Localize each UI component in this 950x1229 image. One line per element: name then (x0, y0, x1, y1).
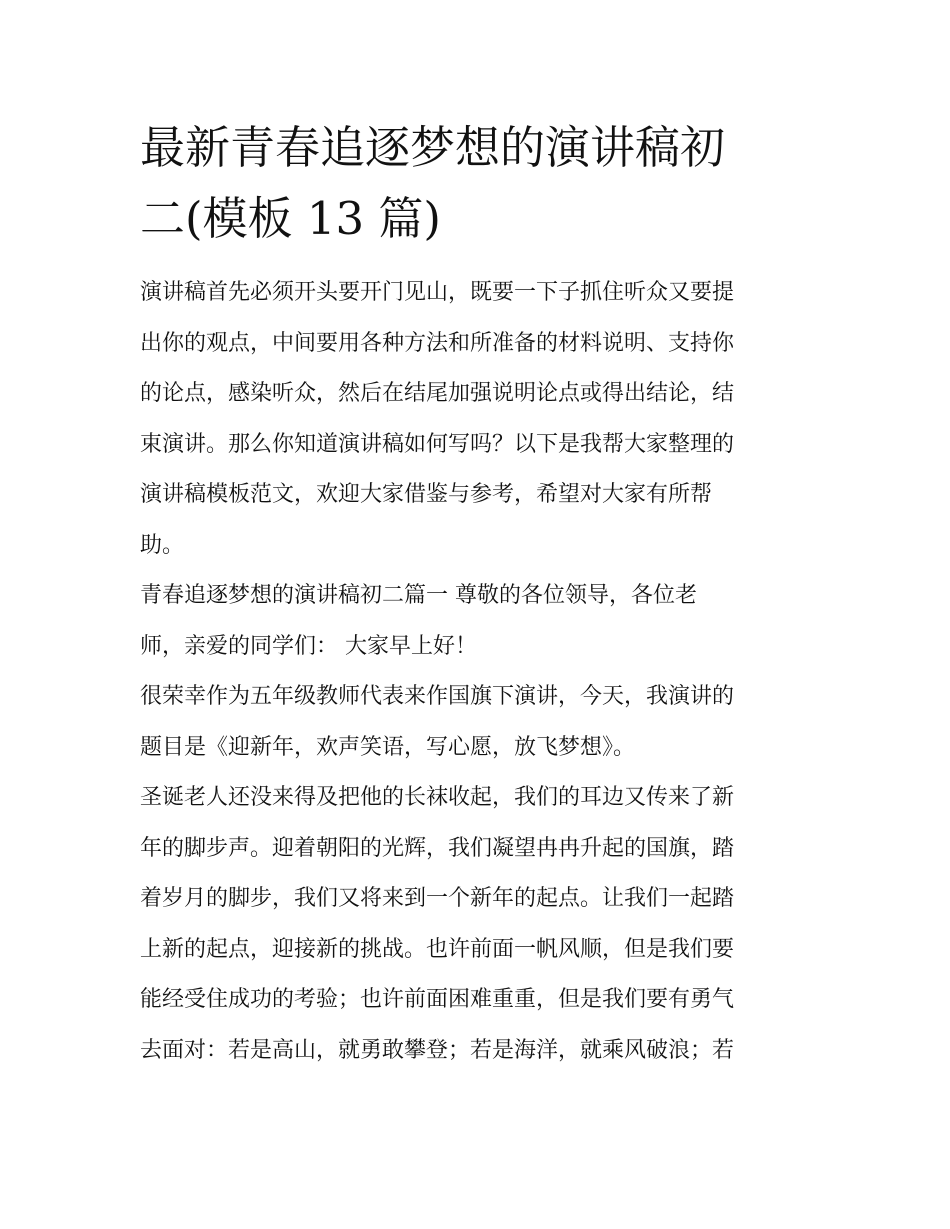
paragraph-intro (140, 268, 815, 571)
text-line: 束演讲。那么你知道演讲稿如何写吗？以下是我帮大家整理的 (140, 431, 735, 457)
text-line: 的论点，感染听众，然后在结尾加强说明论点或得出结论，结 (140, 381, 735, 406)
text-line: 去面对：若是高山，就勇敢攀登；若是海洋，就乘风破浪；若 (140, 1037, 735, 1063)
text-line: 题目是《迎新年，欢声笑语，写心愿，放飞梦想》。 (140, 734, 636, 760)
paragraph-greeting (140, 571, 815, 672)
text-line: 年的脚步声。迎着朝阳的光辉，我们凝望冉冉升起的国旗，踏 (140, 835, 735, 861)
title-line: 二(模板 13 篇) (140, 192, 441, 245)
text-line: 圣诞老人还没来得及把他的长袜收起，我们的耳边又传来了新 (140, 785, 735, 810)
text-line: 演讲稿模板范文，欢迎大家借鉴与参考，希望对大家有所帮 (140, 482, 713, 507)
text-line: 能经受住成功的考验；也许前面困难重重，但是我们要有勇气 (140, 987, 735, 1012)
title-line: 最新青春追逐梦想的演讲稿初 (140, 121, 726, 174)
document-title (140, 112, 815, 254)
paragraph-body (140, 773, 815, 1076)
text-line: 师，亲爱的同学们： 大家早上好！ (140, 633, 477, 659)
text-line: 演讲稿首先必须开头要开门见山，既要一下子抓住听众又要提 (140, 280, 735, 305)
text-line: 很荣幸作为五年级教师代表来作国旗下演讲，今天，我演讲的 (140, 684, 735, 709)
text-line: 助。 (140, 532, 185, 558)
paragraph-topic (140, 672, 815, 773)
text-line: 青春追逐梦想的演讲稿初二篇一 尊敬的各位领导，各位老 (140, 583, 697, 608)
text-line: 上新的起点，迎接新的挑战。也许前面一帆风顺，但是我们要 (140, 936, 735, 962)
text-line: 出你的观点，中间要用各种方法和所准备的材料说明、支持你 (140, 330, 735, 356)
document-body (140, 112, 815, 1076)
text-line: 着岁月的脚步，我们又将来到一个新年的起点。让我们一起踏 (140, 886, 735, 911)
